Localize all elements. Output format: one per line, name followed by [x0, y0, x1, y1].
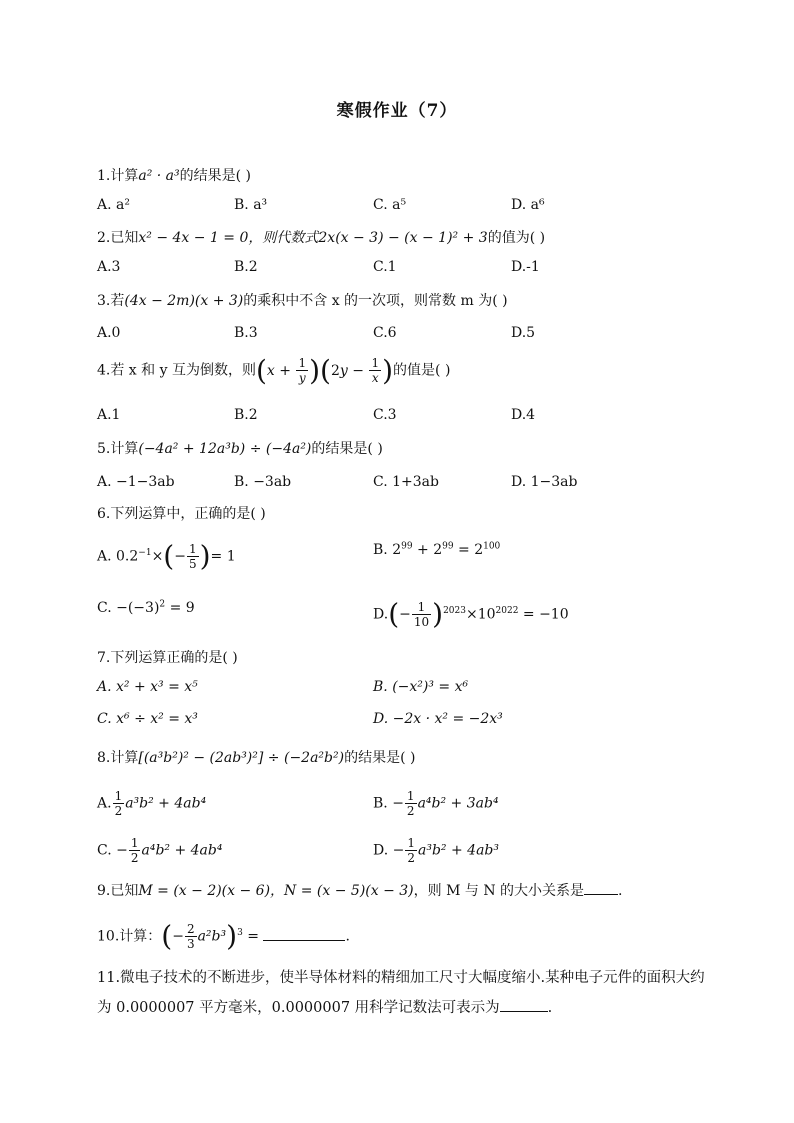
- question-2-text: 2.已知: [97, 230, 139, 246]
- question-1-text: 1.计算: [97, 168, 139, 184]
- question-2-expr: 2x(x − 3) − (x − 1)² + 3: [318, 230, 488, 246]
- q7-option-a[interactable]: A. x² + x³ = x⁵: [97, 679, 198, 695]
- question-9-text: 9.已知: [97, 883, 139, 899]
- question-8-expr: [(a³b²)² − (2ab³)²] ÷ (−2a²b²): [138, 750, 345, 766]
- q1-option-a[interactable]: A. a²: [97, 197, 130, 213]
- q8-option-c[interactable]: C. − $\frac{1}{2}$ a⁴b² + 4ab⁴: [97, 836, 223, 865]
- question-3-tail: 的乘积中不含 x 的一次项，则常数 m 为( ): [243, 293, 508, 309]
- question-2-cond: x² − 4x − 1 = 0，则代数式: [138, 230, 319, 246]
- q3-option-c[interactable]: C.6: [373, 325, 397, 341]
- q8-option-a[interactable]: A. $\frac{1}{2}$ a³b² + 4ab⁴: [97, 789, 207, 818]
- q6-option-c[interactable]: C. $-(-3)^2 = 9$: [97, 599, 195, 616]
- question-8-options-row-2: [97, 836, 697, 866]
- question-5-tail: 的结果是( ): [311, 441, 383, 457]
- question-9-answer-blank[interactable]: [584, 893, 618, 895]
- question-8-options-row-1: [97, 789, 697, 819]
- question-4-tail: 的值是( ): [393, 362, 451, 379]
- question-4-text: 4.若 x 和 y 互为倒数，则: [97, 362, 256, 379]
- q5-option-d[interactable]: D. 1−3ab: [511, 474, 578, 490]
- question-10-answer-blank[interactable]: [263, 939, 345, 941]
- question-11-answer-blank[interactable]: [500, 1010, 548, 1012]
- question-5: [97, 438, 383, 458]
- q7-option-c[interactable]: C. x⁶ ÷ x² = x³: [97, 711, 198, 727]
- q1-option-d[interactable]: D. a⁶: [511, 197, 545, 213]
- question-3-options: [97, 325, 697, 347]
- q6-option-d[interactable]: D.(− $\frac{1}{10}$ )$^{2023}\times 10^{2022} = -10$: [373, 597, 569, 631]
- question-5-expr: (−4a² + 12a³b) ÷ (−4a²): [138, 441, 312, 457]
- question-8-text: 8.计算: [97, 750, 139, 766]
- page-title: 寒假作业（7）: [336, 101, 458, 121]
- question-2-tail: 的值为( ): [487, 230, 546, 246]
- q7-option-b[interactable]: B. (−x²)³ = x⁶: [373, 679, 469, 695]
- question-10: 10.计算：(− $\frac{2}{3}$ a²b³)$^3$ = .: [97, 919, 350, 953]
- q4-option-a[interactable]: A.1: [97, 407, 121, 423]
- q6-option-b[interactable]: B. $2^{99} + 2^{99} = 2^{100}$: [373, 541, 501, 558]
- q2-option-a[interactable]: A.3: [97, 259, 121, 275]
- question-6-options-row-2: [97, 597, 697, 631]
- q8-option-d[interactable]: D. − $\frac{1}{2}$ a³b² + 4ab³: [373, 836, 499, 865]
- question-5-text: 5.计算: [97, 441, 139, 457]
- question-2-options: [97, 259, 697, 281]
- question-7-options-row-1: [97, 679, 697, 701]
- question-2: [97, 227, 545, 247]
- question-3: [97, 290, 508, 310]
- question-3-text: 3.若: [97, 293, 125, 309]
- q4-option-b[interactable]: B.2: [234, 407, 258, 423]
- question-1: [97, 165, 251, 185]
- question-5-options: [97, 474, 697, 496]
- q2-option-d[interactable]: D.-1: [511, 259, 540, 275]
- question-8-tail: 的结果是( ): [344, 750, 416, 766]
- question-1-expr: a² · a³: [138, 168, 180, 184]
- question-8: [97, 747, 415, 767]
- question-3-expr: (4x − 2m)(x + 3): [124, 293, 244, 309]
- question-9: 9.已知M = (x − 2)(x − 6)，N = (x − 5)(x − 3)，则 M 与 N 的大小关系是 .: [97, 883, 623, 899]
- q7-option-d[interactable]: D. −2x · x² = −2x³: [373, 711, 503, 727]
- q2-option-c[interactable]: C.1: [373, 259, 397, 275]
- q4-option-c[interactable]: C.3: [373, 407, 397, 423]
- question-7: 7.下列运算正确的是( ): [97, 650, 238, 666]
- q3-option-b[interactable]: B.3: [234, 325, 258, 341]
- q5-option-c[interactable]: C. 1+3ab: [373, 474, 439, 490]
- question-4-expr: (x + $\frac{1}{y}$ )(2y − $\frac{1}{x}$ ): [255, 353, 394, 387]
- q1-option-b[interactable]: B. a³: [234, 197, 268, 213]
- q8-option-b[interactable]: B. − $\frac{1}{2}$ a⁴b² + 3ab⁴: [373, 789, 499, 818]
- question-1-tail: 的结果是( ): [179, 168, 252, 184]
- question-4-options: [97, 407, 697, 429]
- question-6: 6.下列运算中，正确的是( ): [97, 506, 266, 522]
- question-4: [97, 353, 451, 387]
- q5-option-a[interactable]: A. −1−3ab: [97, 474, 175, 490]
- q3-option-a[interactable]: A.0: [97, 325, 121, 341]
- question-6-options-row-1: [97, 539, 697, 573]
- question-9-tail: ，则 M 与 N 的大小关系是: [413, 883, 585, 899]
- q6-option-a[interactable]: A. $0.2^{-1}\times(-$ $\frac{1}{5}$ )= 1: [97, 539, 236, 573]
- q2-option-b[interactable]: B.2: [234, 259, 258, 275]
- question-11: 11.微电子技术的不断进步，使半导体材料的精细加工尺寸大幅度缩小.某种电子元件的面积大约为 0.0000007 平方毫米，0.0000007 用科学记数法可表示为 .: [97, 970, 705, 1016]
- q5-option-b[interactable]: B. −3ab: [234, 474, 292, 490]
- question-10-text: 10.计算：: [97, 928, 162, 945]
- question-1-options: [97, 197, 697, 219]
- question-9-expr: M = (x − 2)(x − 6)，N = (x − 5)(x − 3): [138, 883, 414, 899]
- question-7-options-row-2: [97, 711, 697, 733]
- question-11-text: 11.微电子技术的不断进步，使半导体材料的精细加工尺寸大幅度缩小.某种电子元件的面积大约为 0.0000007 平方毫米，0.0000007 用科学记数法可表示为: [97, 970, 705, 1016]
- q3-option-d[interactable]: D.5: [511, 325, 536, 341]
- q4-option-d[interactable]: D.4: [511, 407, 536, 423]
- q1-option-c[interactable]: C. a⁵: [373, 197, 407, 213]
